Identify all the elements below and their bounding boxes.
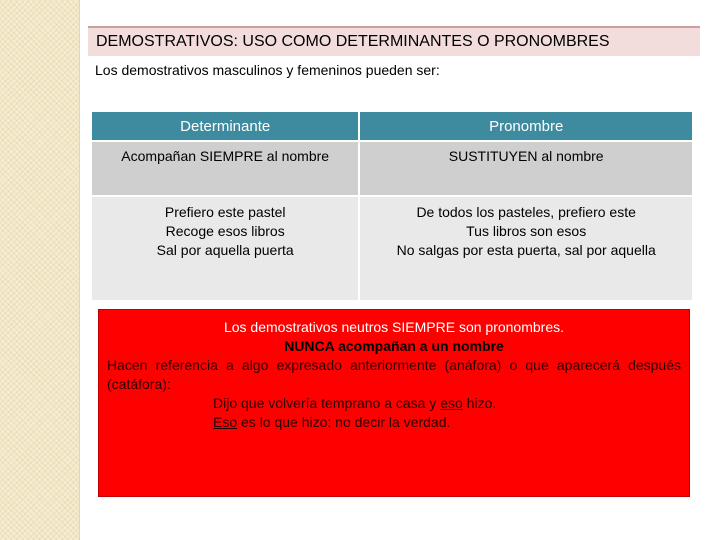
demonstratives-table: [90, 110, 694, 302]
neutros-example-1: [107, 394, 681, 413]
usage-pronombre: SUSTITUYEN al nombre: [360, 142, 692, 195]
example-text: es lo que hizo: no decir la verdad.: [237, 414, 451, 430]
neutros-example-2: [107, 413, 681, 432]
underlined-word: Eso: [213, 414, 238, 430]
decorative-side-strip: [0, 0, 80, 540]
slide-title: DEMOSTRATIVOS: USO COMO DETERMINANTES O PRONOMBRES: [88, 26, 700, 56]
example-line: Recoge esos libros: [165, 223, 285, 239]
neutros-callout: [98, 309, 690, 497]
intro-text: Los demostrativos masculinos y femeninos pueden ser:: [95, 62, 440, 78]
neutros-paragraph: Hacen referencia a algo expresado anteriormente (anáfora) o que aparecerá después (catáfora):: [107, 357, 681, 392]
example-line: Tus libros son esos: [466, 223, 587, 239]
example-text: hizo.: [462, 395, 497, 411]
example-line: De todos los pasteles, prefiero este: [416, 204, 636, 220]
examples-pronombre-cell: [360, 197, 692, 300]
example-text: Dijo que volvería temprano a casa y: [213, 395, 441, 411]
neutros-title: Los demostrativos neutros SIEMPRE son pronombres.: [223, 319, 565, 335]
header-determinante: Determinante: [92, 112, 358, 140]
example-line: Sal por aquella puerta: [156, 242, 294, 258]
example-line: No salgas por esta puerta, sal por aquella: [396, 242, 656, 258]
header-pronombre: Pronombre: [360, 112, 692, 140]
example-line: Prefiero este pastel: [164, 204, 286, 220]
underlined-word: eso: [440, 395, 463, 411]
neutros-subtitle: NUNCA acompañan a un nombre: [284, 338, 504, 354]
examples-determinante-cell: [92, 197, 358, 300]
usage-determinante: Acompañan SIEMPRE al nombre: [92, 142, 358, 195]
